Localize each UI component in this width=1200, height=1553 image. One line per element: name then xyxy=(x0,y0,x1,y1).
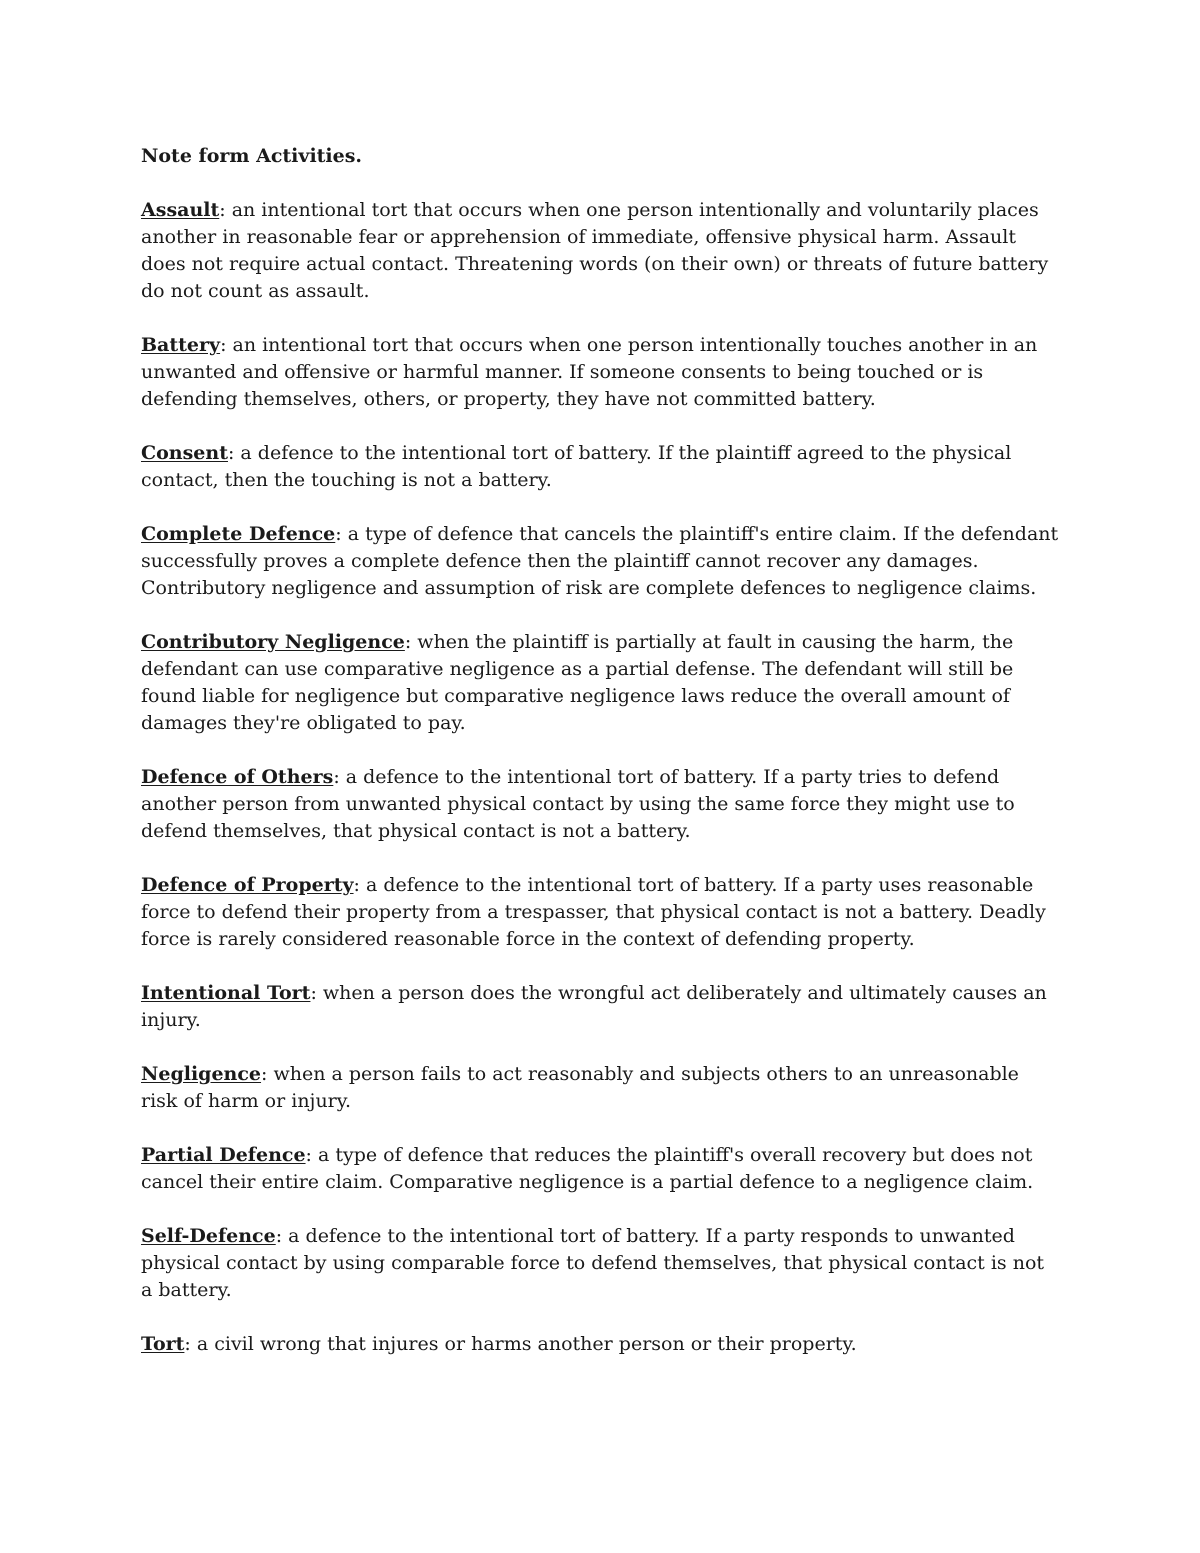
glossary-entry-self-defence xyxy=(141,1223,1061,1304)
glossary-entry-complete-defence xyxy=(141,521,1061,602)
document-title: Note form Activities. xyxy=(141,145,363,167)
term-complete-defence: Complete Defence xyxy=(141,523,336,545)
definition-battery: : an intentional tort that occurs when one person intentionally touches another in an unwanted and offensive or harmful manner. If someone consents to being touched or is defending themselves, others, or property, they have not committed battery. xyxy=(141,334,1038,410)
glossary-entry-negligence xyxy=(141,1061,1061,1115)
term-intentional-tort: Intentional Tort xyxy=(141,982,311,1004)
glossary-entry-intentional-tort xyxy=(141,980,1061,1034)
definition-partial-defence: : a type of defence that reduces the plaintiff's overall recovery but does not cancel their entire claim. Comparative negligence is a partial defence to a negligence claim. xyxy=(141,1144,1034,1193)
glossary-entry-contributory-negligence xyxy=(141,629,1061,737)
definition-self-defence: : a defence to the intentional tort of battery. If a party responds to unwanted physical contact by using comparable force to defend themselves, that physical contact is not a battery. xyxy=(141,1225,1045,1301)
glossary-entry-assault xyxy=(141,197,1061,305)
definition-contributory-negligence: : when the plaintiff is partially at fault in causing the harm, the defendant can use comparative negligence as a partial defense. The defendant will still be found liable for negligence but comparative negligence laws reduce the overall amount of damages they're obligated to pay. xyxy=(141,631,1014,734)
document-body xyxy=(141,143,1061,1385)
definition-complete-defence: : a type of defence that cancels the plaintiff's entire claim. If the defendant successfully proves a complete defence then the plaintiff cannot recover any damages. Contributory negligence and assumption of risk are complete defences to negligence claims. xyxy=(141,523,1059,599)
term-defence-of-others: Defence of Others xyxy=(141,766,334,788)
glossary-entry-defence-of-others xyxy=(141,764,1061,845)
glossary-entry-partial-defence xyxy=(141,1142,1061,1196)
term-defence-of-property: Defence of Property xyxy=(141,874,354,896)
definition-consent: : a defence to the intentional tort of battery. If the plaintiff agreed to the physical contact, then the touching is not a battery. xyxy=(141,442,1012,491)
definition-intentional-tort: : when a person does the wrongful act deliberately and ultimately causes an injury. xyxy=(141,982,1047,1031)
term-consent: Consent xyxy=(141,442,228,464)
definition-defence-of-others: : a defence to the intentional tort of battery. If a party tries to defend another person from unwanted physical contact by using the same force they might use to defend themselves, that physical contact is not a battery. xyxy=(141,766,1015,842)
term-tort: Tort xyxy=(141,1333,185,1355)
definition-tort: : a civil wrong that injures or harms another person or their property. xyxy=(184,1333,857,1355)
term-partial-defence: Partial Defence xyxy=(141,1144,306,1166)
term-negligence: Negligence xyxy=(141,1063,262,1085)
term-self-defence: Self-Defence xyxy=(141,1225,276,1247)
glossary-entry-consent xyxy=(141,440,1061,494)
term-contributory-negligence: Contributory Negligence xyxy=(141,631,405,653)
definition-defence-of-property: : a defence to the intentional tort of battery. If a party uses reasonable force to defend their property from a trespasser, that physical contact is not a battery. Deadly force is rarely considered reasonable force in the context of defending property. xyxy=(141,874,1046,950)
term-assault: Assault xyxy=(141,199,220,221)
glossary-entry-tort xyxy=(141,1331,1061,1358)
term-battery: Battery xyxy=(141,334,221,356)
definition-assault: : an intentional tort that occurs when one person intentionally and voluntarily places another in reasonable fear or apprehension of immediate, offensive physical harm. Assault does not require actual contact. Threatening words (on their own) or threats of future battery do not count as assault. xyxy=(141,199,1049,302)
glossary-entry-defence-of-property xyxy=(141,872,1061,953)
definition-negligence: : when a person fails to act reasonably and subjects others to an unreasonable risk of harm or injury. xyxy=(141,1063,1019,1112)
glossary-entry-battery xyxy=(141,332,1061,413)
